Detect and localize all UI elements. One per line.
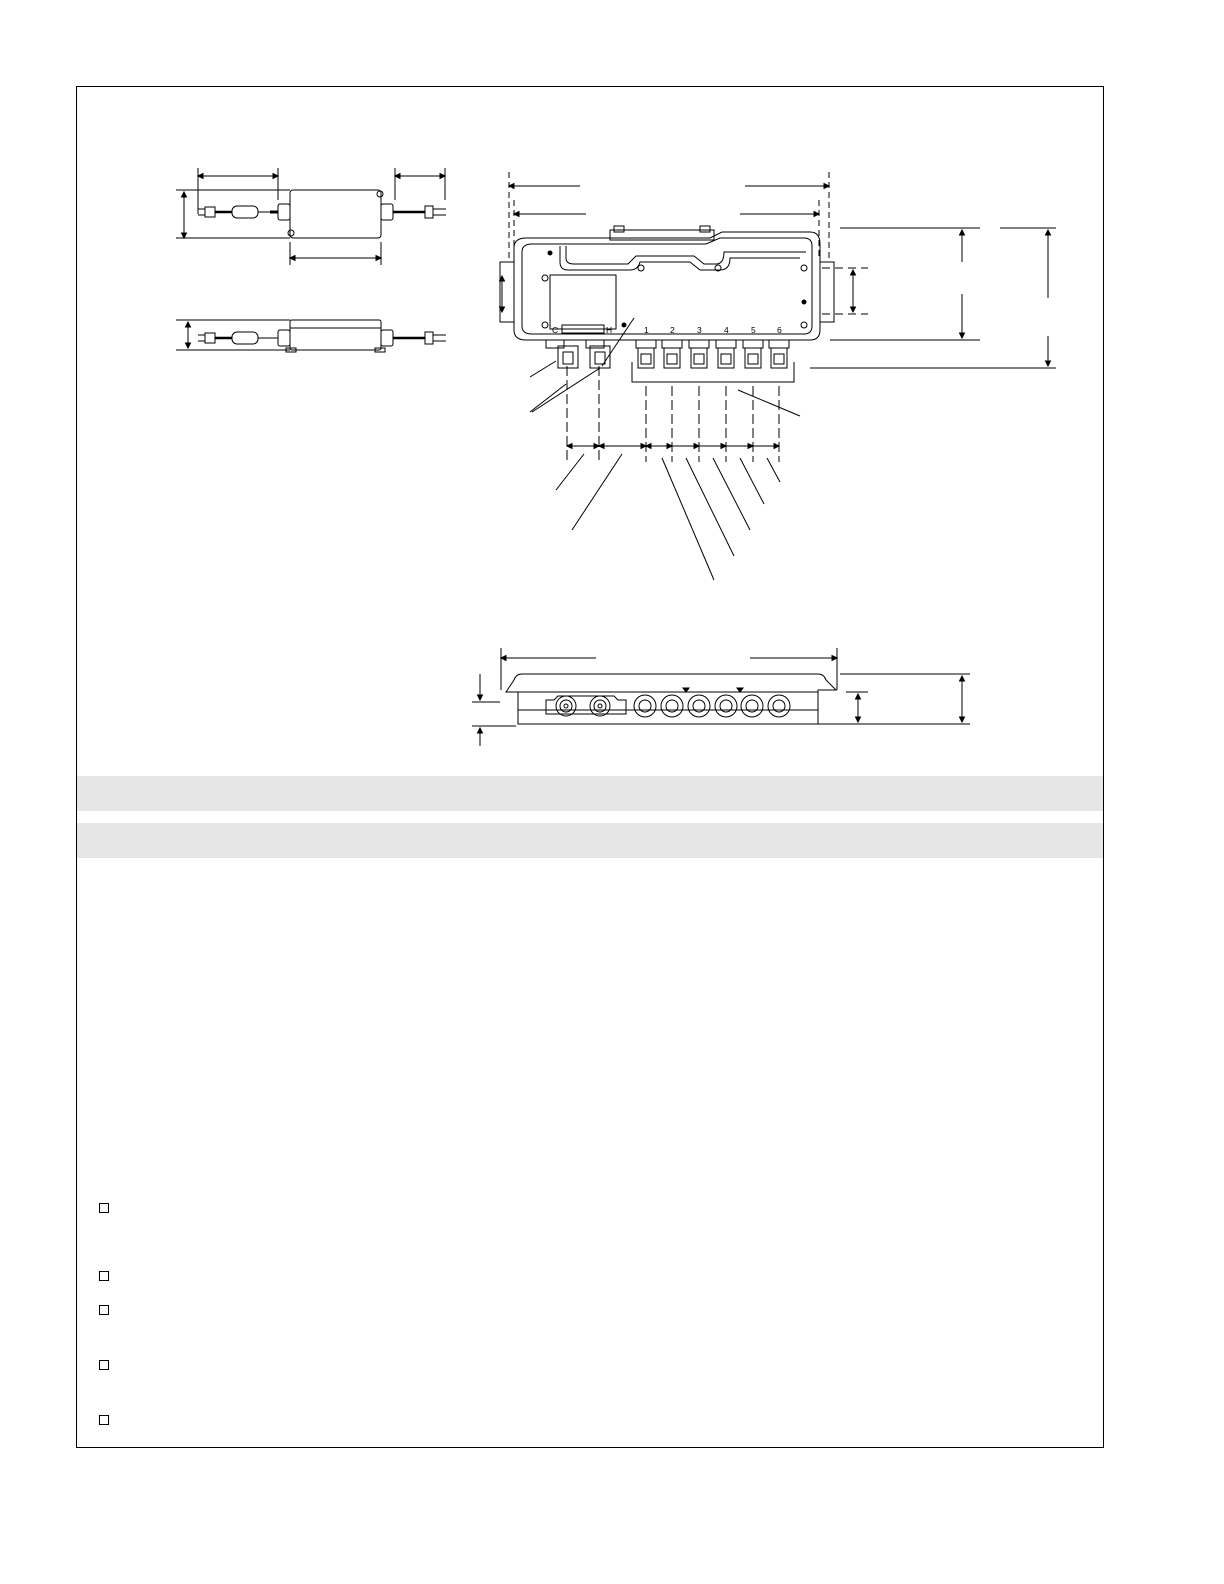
terminal-label-5: 5: [751, 325, 756, 335]
checklist-checkbox-5[interactable]: [99, 1415, 109, 1425]
power-supply-top-view: [176, 168, 446, 265]
checklist-checkbox-2[interactable]: [99, 1271, 109, 1281]
terminal-label-6: 6: [777, 325, 782, 335]
section-header-band-1: [77, 776, 1103, 811]
terminal-label-4: 4: [724, 325, 729, 335]
checklist-checkbox-4[interactable]: [99, 1360, 109, 1370]
terminal-label-c: C: [552, 325, 559, 335]
terminal-label-2: 2: [670, 325, 675, 335]
junction-box-side-view: [472, 648, 970, 746]
terminal-label-1: 1: [644, 325, 649, 335]
checklist-checkbox-3[interactable]: [99, 1305, 109, 1315]
power-supply-side-view: [176, 320, 446, 352]
terminal-label-3: 3: [697, 325, 702, 335]
junction-box-top-view: [500, 172, 1057, 580]
terminal-label-h: H: [606, 325, 613, 335]
section-header-band-2: [77, 823, 1103, 858]
checklist-checkbox-1[interactable]: [99, 1203, 109, 1213]
